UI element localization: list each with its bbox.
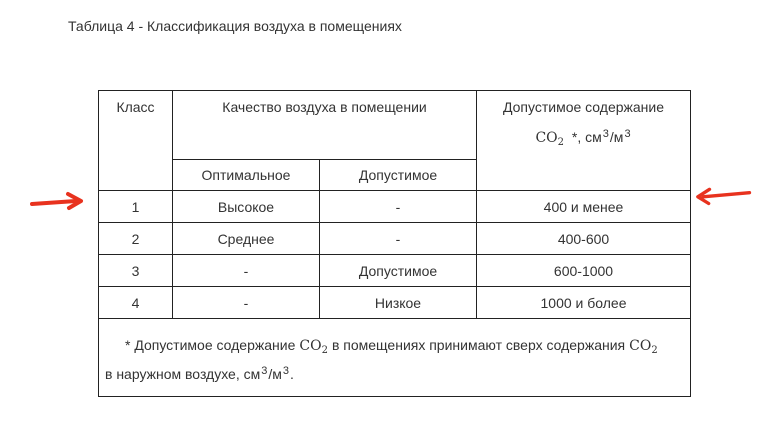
air-classification-table [98,90,691,397]
cell-optimal: - [173,255,320,287]
cell-optimal: Высокое [173,191,320,223]
header-class: Класс [99,91,173,191]
cell-allowed: - [320,191,477,223]
cell-class: 2 [99,223,173,255]
co2-formula: $CO_2$ [299,338,328,356]
co2-formula: $CO_2$ [535,130,565,148]
cell-limit: 600-1000 [477,255,691,287]
left-red-arrow-icon [30,191,90,211]
table-row [99,191,691,223]
cell-optimal: Среднее [173,223,320,255]
header-limit [477,91,691,191]
cell-limit: 400 и менее [477,191,691,223]
cell-limit: 1000 и более [477,287,691,319]
header-allowed: Допустимое [320,160,477,191]
header-optimal: Оптимальное [173,160,320,191]
cell-class: 4 [99,287,173,319]
header-quality: Качество воздуха в помещении [173,91,477,160]
cell-class: 3 [99,255,173,287]
table-caption: Таблица 4 - Классификация воздуха в помещениях [68,18,402,34]
cell-allowed: - [320,223,477,255]
table-row [99,223,691,255]
cell-limit: 400-600 [477,223,691,255]
co2-formula: $CO_2$ [629,338,658,356]
right-red-arrow-icon [692,186,752,206]
header-limit-unit: $CO_2$ *, $см^3/м^3$ [535,128,631,148]
cell-optimal: - [173,287,320,319]
cell-allowed: Допустимое [320,255,477,287]
header-limit-title: Допустимое содержание [502,99,665,115]
table-row [99,287,691,319]
cell-allowed: Низкое [320,287,477,319]
cell-class: 1 [99,191,173,223]
table-footnote: * Допустимое содержание $CO_2$ в помещениях принимают сверх содержания $CO_2$ в наружном воздухе, $см^3/м^3$. [99,319,691,397]
table-row [99,255,691,287]
